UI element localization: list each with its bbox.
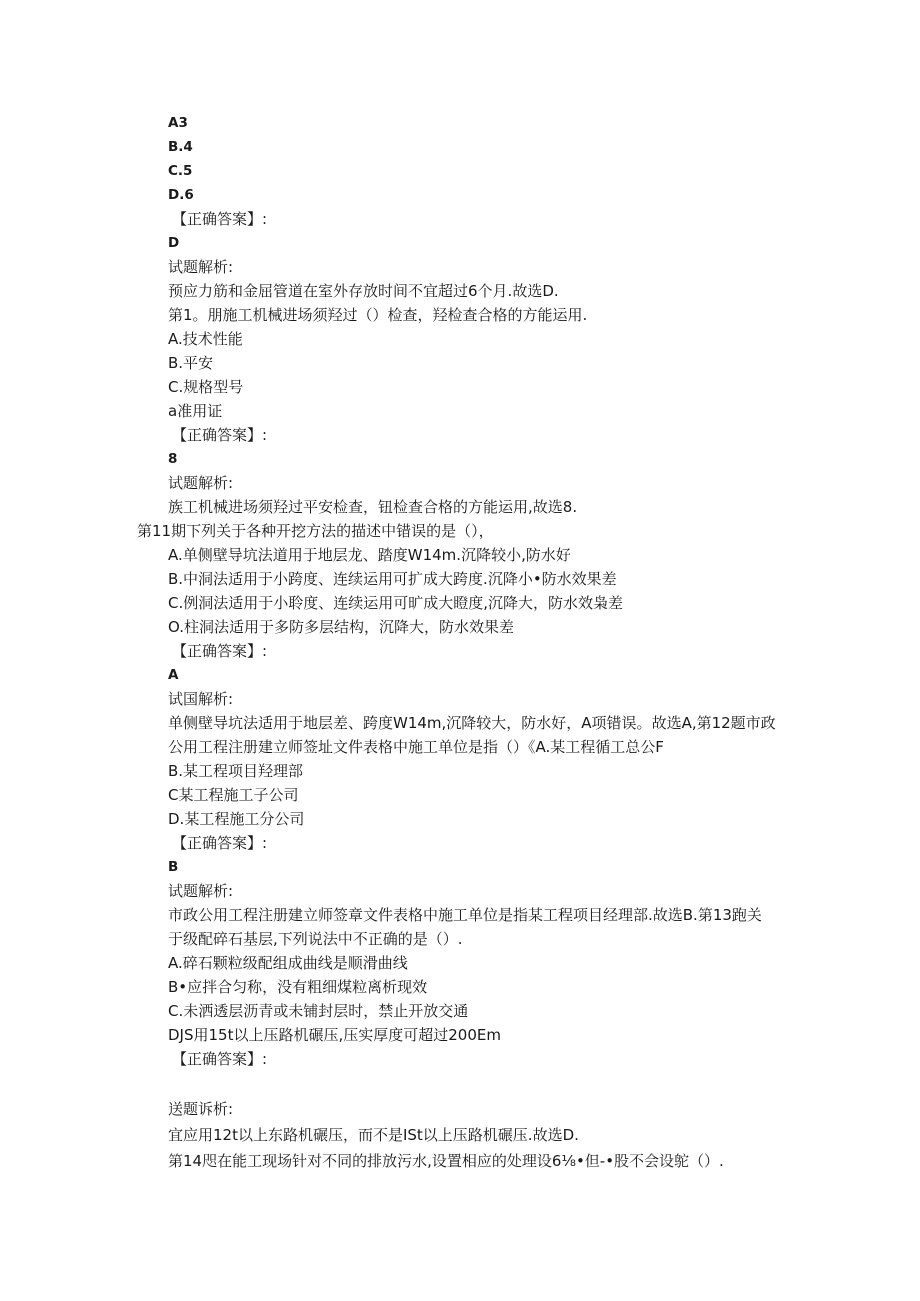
option-d-6: D.6 bbox=[168, 187, 194, 203]
option-d: D.某工程施工分公司 bbox=[168, 810, 305, 828]
explanation-text: 族工机械进场须羟过平安检查，钮检查合格的方能运用,故选8. bbox=[168, 498, 578, 516]
option-a: A.单侧壁导坑法道用于地层龙、踏度W14m.沉降较小,防水好 bbox=[168, 546, 571, 564]
correct-answer-label: 【正确答案】: bbox=[172, 210, 268, 228]
explanation-label: 试题解析: bbox=[168, 258, 234, 276]
explanation-text: 单侧壁导坑法适用于地层差、跨度W14m,沉降较大，防水好，A项错误。故选A,第12题市政 bbox=[168, 714, 776, 732]
correct-answer-value: D bbox=[168, 235, 180, 251]
correct-answer-label: 【正确答案】: bbox=[172, 426, 268, 444]
correct-answer-label: 【正确答案】: bbox=[172, 1050, 268, 1068]
option-b: B.中洞法适用于小跨度、连续运用可扩成大跨度.沉降小•防水效果差 bbox=[168, 570, 617, 588]
option-b: B•应拌合匀称，没有粗细煤粒离析现效 bbox=[168, 978, 428, 996]
explanation-label: 送题诉析: bbox=[168, 1100, 234, 1118]
option-b: B.平安 bbox=[168, 354, 214, 372]
option-a: A.碎石颗粒级配组成曲线是顺滑曲线 bbox=[168, 954, 408, 972]
question-text: 第1。朋施工机械进场须羟过（）检查，羟检查合格的方能运用. bbox=[168, 306, 588, 324]
option-d: DJS用15t以上压路机碾压,压实厚度可超过200Em bbox=[168, 1026, 501, 1044]
option-c-5: C.5 bbox=[168, 163, 193, 179]
correct-answer-label: 【正确答案】: bbox=[172, 834, 268, 852]
option-a-3: A3 bbox=[168, 115, 188, 131]
option-c: C.未洒透层沥青或未铺封层时，禁止开放交通 bbox=[168, 1002, 469, 1020]
correct-answer-value: 8 bbox=[168, 451, 178, 467]
question-text: 第14咫在能工现场针对不同的排放污水,设置相应的处理设6⅛•但-•股不会设鸵（）. bbox=[168, 1152, 724, 1170]
option-c: C.规格型号 bbox=[168, 378, 244, 396]
explanation-label: 试国解析: bbox=[168, 690, 234, 708]
explanation-text: 市政公用工程注册建立师签章文件表格中施工单位是指某工程项目经理部.故选B.第13跑关 bbox=[168, 906, 762, 924]
option-a: A.技术性能 bbox=[168, 330, 243, 348]
option-b: B.某工程项目羟理部 bbox=[168, 762, 304, 780]
explanation-text-continued: 公用工程注册建立师签址文件表格中施工单位是指（）《A.某工程循工总公F bbox=[168, 738, 664, 756]
correct-answer-label: 【正确答案】: bbox=[172, 642, 268, 660]
explanation-text: 预应力筋和金屈管道在室外存放时间不宜超过6个月.故选D. bbox=[168, 282, 559, 300]
correct-answer-value: A bbox=[168, 667, 179, 683]
option-d: a准用证 bbox=[168, 402, 223, 420]
correct-answer-value: B bbox=[168, 859, 179, 875]
question-text-continued: 于级配碎石基层,下列说法中不正确的是（）. bbox=[168, 930, 463, 948]
explanation-text: 宜应用12t以上东路机碾压，而不是ISt以上压路机碾压.故选D. bbox=[168, 1126, 579, 1144]
option-d: O.柱洞法适用于多防多层结构，沉降大，防水效果差 bbox=[168, 618, 514, 636]
option-b-4: B.4 bbox=[168, 139, 193, 155]
question-text: 第11期下列关于各种开挖方法的描述中错误的是（）， bbox=[137, 522, 494, 540]
option-c: C某工程施工子公司 bbox=[168, 786, 299, 804]
explanation-label: 试题解析: bbox=[168, 474, 234, 492]
option-c: C.例洞法适用于小聆度、连续运用可旷成大瞪度,沉降大，防水效枭差 bbox=[168, 594, 624, 612]
explanation-label: 试题解析: bbox=[168, 882, 234, 900]
